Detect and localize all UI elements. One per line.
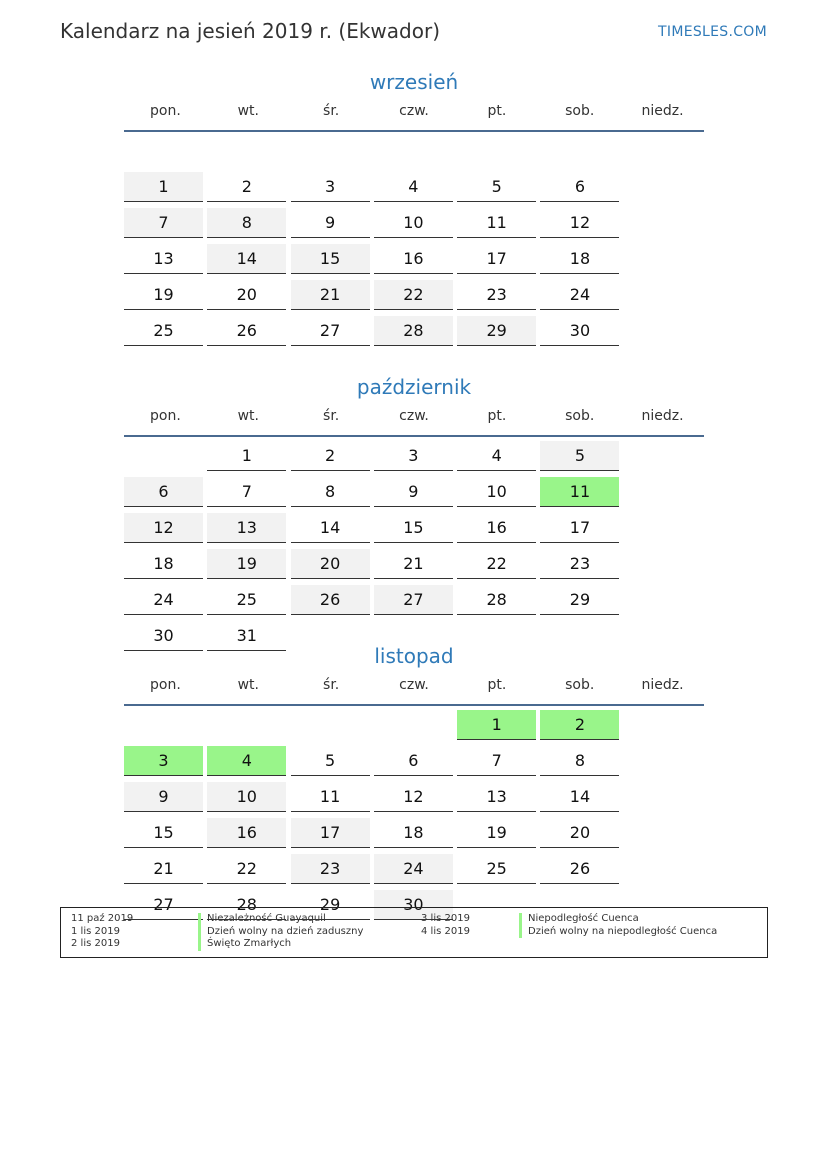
day-cell: 2 — [291, 441, 370, 471]
empty-cell — [374, 710, 453, 740]
day-cell: 22 — [374, 280, 453, 310]
legend-names-left — [198, 913, 363, 951]
day-cell: 18 — [540, 244, 619, 274]
day-cell: 31 — [207, 621, 286, 651]
brand-link[interactable]: TIMESLES.COM — [658, 24, 767, 40]
weekday-label: sob. — [565, 103, 595, 119]
month-title: październik — [356, 375, 472, 399]
weekday-label: niedz. — [641, 408, 684, 424]
day-cell: 29 — [540, 585, 619, 615]
legend-dates-left — [71, 913, 133, 951]
day-cell: 30 — [540, 316, 619, 346]
day-cell: 17 — [540, 513, 619, 543]
weekday-label: sob. — [565, 677, 595, 693]
day-cell: 14 — [291, 513, 370, 543]
day-cell: 3 — [124, 746, 203, 776]
weekday-label: niedz. — [641, 677, 684, 693]
day-cell: 18 — [124, 549, 203, 579]
weekday-label: czw. — [399, 103, 429, 119]
weekday-label: wt. — [237, 408, 259, 424]
weekday-label: niedz. — [641, 103, 684, 119]
day-cell: 5 — [540, 441, 619, 471]
weekday-label: wt. — [237, 103, 259, 119]
day-cell: 8 — [540, 746, 619, 776]
day-cell: 10 — [374, 208, 453, 238]
weekday-label: czw. — [399, 408, 429, 424]
day-cell: 1 — [207, 441, 286, 471]
day-cell: 27 — [291, 316, 370, 346]
day-cell: 2 — [540, 710, 619, 740]
day-cell: 4 — [207, 746, 286, 776]
legend-dates-right — [421, 913, 470, 938]
day-cell: 9 — [374, 477, 453, 507]
day-cell: 16 — [457, 513, 536, 543]
weekday-header — [124, 98, 704, 132]
day-cell: 22 — [457, 549, 536, 579]
day-cell: 7 — [457, 746, 536, 776]
day-cell: 6 — [374, 746, 453, 776]
month-october — [124, 371, 704, 657]
empty-cell — [540, 136, 619, 166]
weekday-header — [124, 403, 704, 437]
day-cell: 3 — [374, 441, 453, 471]
legend-date: 3 lis 2019 — [421, 913, 470, 924]
day-cell: 1 — [457, 710, 536, 740]
legend-date: 11 paź 2019 — [71, 913, 134, 924]
day-cell: 9 — [291, 208, 370, 238]
legend-date: 1 lis 2019 — [71, 925, 120, 937]
weekday-label: pon. — [150, 103, 181, 119]
page-title: Kalendarz na jesień 2019 r. (Ekwador) — [60, 19, 440, 43]
day-cell: 19 — [207, 549, 286, 579]
empty-cell — [291, 136, 370, 166]
weekday-label: pon. — [150, 677, 181, 693]
day-cell: 24 — [374, 854, 453, 884]
legend-date: 4 lis 2019 — [421, 925, 470, 937]
day-cell: 13 — [124, 244, 203, 274]
day-cell: 17 — [291, 818, 370, 848]
day-cell: 28 — [374, 316, 453, 346]
day-cell: 12 — [124, 513, 203, 543]
day-cell: 12 — [374, 782, 453, 812]
day-cell: 15 — [124, 818, 203, 848]
day-cell: 23 — [291, 854, 370, 884]
weekday-label: śr. — [323, 677, 340, 693]
day-cell: 14 — [207, 244, 286, 274]
day-cell: 7 — [124, 208, 203, 238]
legend-holiday-name: Niezależność Guayaquil — [198, 913, 363, 926]
day-cell: 4 — [457, 441, 536, 471]
day-cell: 11 — [457, 208, 536, 238]
day-cell: 6 — [540, 172, 619, 202]
empty-cell — [124, 710, 203, 740]
legend-holiday-name: Dzień wolny na niepodległość Cuenca — [519, 926, 717, 939]
legend-date: 2 lis 2019 — [71, 938, 120, 949]
day-cell: 13 — [457, 782, 536, 812]
day-cell: 30 — [124, 621, 203, 651]
weekday-label: pt. — [487, 677, 507, 693]
weekday-label: pt. — [487, 103, 507, 119]
day-cell: 11 — [540, 477, 619, 507]
day-cell: 27 — [374, 585, 453, 615]
day-cell: 5 — [291, 746, 370, 776]
legend-holiday-name: Niepodległość Cuenca — [519, 913, 717, 926]
day-cell: 14 — [540, 782, 619, 812]
empty-cell — [207, 710, 286, 740]
month-title: listopad — [374, 644, 454, 668]
weekday-label: pt. — [487, 408, 507, 424]
day-cell: 28 — [207, 890, 286, 920]
weekday-label: pon. — [150, 408, 181, 424]
day-cell: 1 — [124, 172, 203, 202]
day-cell: 16 — [207, 818, 286, 848]
day-grid — [124, 441, 704, 657]
day-cell: 8 — [207, 208, 286, 238]
day-cell: 25 — [124, 316, 203, 346]
day-cell: 20 — [540, 818, 619, 848]
day-cell: 26 — [540, 854, 619, 884]
day-cell: 20 — [207, 280, 286, 310]
month-title: wrzesień — [369, 70, 459, 94]
day-cell: 30 — [374, 890, 453, 920]
weekday-label: wt. — [237, 677, 259, 693]
day-cell: 2 — [207, 172, 286, 202]
day-cell: 29 — [457, 316, 536, 346]
day-cell: 18 — [374, 818, 453, 848]
day-cell: 10 — [457, 477, 536, 507]
weekday-label: śr. — [323, 408, 340, 424]
day-cell: 25 — [207, 585, 286, 615]
day-cell: 21 — [374, 549, 453, 579]
day-cell: 19 — [124, 280, 203, 310]
day-cell: 26 — [291, 585, 370, 615]
day-cell: 29 — [291, 890, 370, 920]
empty-cell — [207, 136, 286, 166]
day-cell: 23 — [457, 280, 536, 310]
empty-cell — [457, 136, 536, 166]
day-cell: 26 — [207, 316, 286, 346]
day-cell: 28 — [457, 585, 536, 615]
holiday-legend — [60, 907, 768, 958]
day-cell: 10 — [207, 782, 286, 812]
day-grid — [124, 136, 704, 352]
day-cell: 16 — [374, 244, 453, 274]
day-cell: 19 — [457, 818, 536, 848]
day-cell: 21 — [291, 280, 370, 310]
day-cell: 5 — [457, 172, 536, 202]
day-cell: 12 — [540, 208, 619, 238]
legend-names-right — [519, 913, 717, 938]
day-cell: 24 — [540, 280, 619, 310]
day-cell: 7 — [207, 477, 286, 507]
day-cell: 23 — [540, 549, 619, 579]
day-cell: 25 — [457, 854, 536, 884]
empty-cell — [374, 136, 453, 166]
weekday-label: sob. — [565, 408, 595, 424]
legend-holiday-name: Święto Zmarłych — [198, 938, 363, 951]
empty-cell — [124, 441, 203, 471]
month-september — [124, 66, 704, 352]
day-cell: 11 — [291, 782, 370, 812]
day-cell: 22 — [207, 854, 286, 884]
day-cell: 17 — [457, 244, 536, 274]
empty-cell — [291, 710, 370, 740]
day-cell: 27 — [124, 890, 203, 920]
day-cell: 15 — [291, 244, 370, 274]
weekday-header — [124, 672, 704, 706]
day-grid — [124, 710, 704, 926]
day-cell: 21 — [124, 854, 203, 884]
weekday-label: czw. — [399, 677, 429, 693]
empty-cell — [124, 136, 203, 166]
day-cell: 8 — [291, 477, 370, 507]
legend-holiday-name: Dzień wolny na dzień zaduszny — [198, 926, 363, 939]
month-november — [124, 640, 704, 926]
day-cell: 4 — [374, 172, 453, 202]
day-cell: 13 — [207, 513, 286, 543]
day-cell: 20 — [291, 549, 370, 579]
day-cell: 3 — [291, 172, 370, 202]
day-cell: 15 — [374, 513, 453, 543]
weekday-label: śr. — [323, 103, 340, 119]
day-cell: 9 — [124, 782, 203, 812]
day-cell: 24 — [124, 585, 203, 615]
day-cell: 6 — [124, 477, 203, 507]
